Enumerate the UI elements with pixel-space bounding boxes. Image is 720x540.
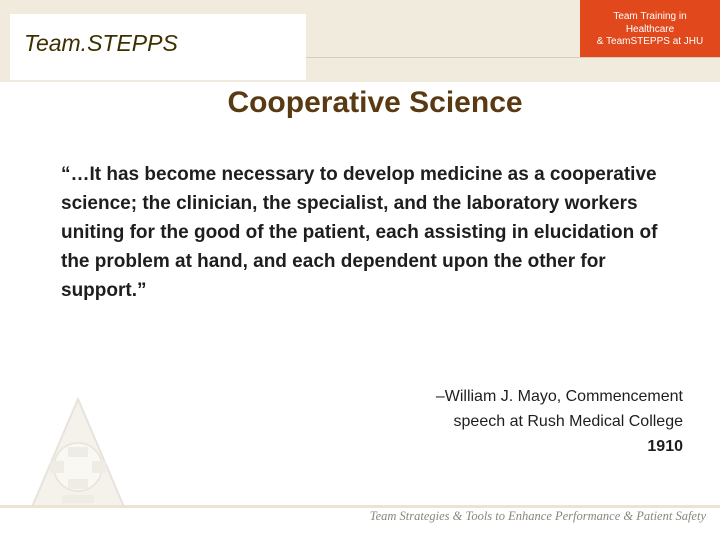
header-tag [580, 0, 720, 57]
quote-text: “…It has become necessary to develop medicine as a cooperative science; the clinician, the specialist, and the laboratory workers uniting for the good of the patient, each assisting in elucidation of the problem at hand, and each dependent upon the other for support.” [61, 164, 658, 301]
header-tag-line2: Healthcare [625, 23, 675, 35]
teamstepps-emblem-icon [28, 395, 128, 513]
footer-tagline: Team Strategies & Tools to Enhance Performance & Patient Safety [369, 509, 706, 523]
attribution-line2: speech at Rush Medical College [453, 413, 683, 430]
attribution [363, 384, 683, 459]
attribution-year: 1910 [647, 438, 683, 455]
teamstepps-logo: Team.STEPPS [24, 30, 178, 56]
attribution-line1: –William J. Mayo, Commencement [435, 388, 683, 405]
footer-divider [0, 505, 720, 508]
slide-title: Cooperative Science [227, 86, 523, 119]
header-tag-line3: & TeamSTEPPS at JHU [596, 36, 704, 47]
header-divider [306, 57, 720, 58]
header-tag-line1: Team Training in [613, 11, 687, 22]
